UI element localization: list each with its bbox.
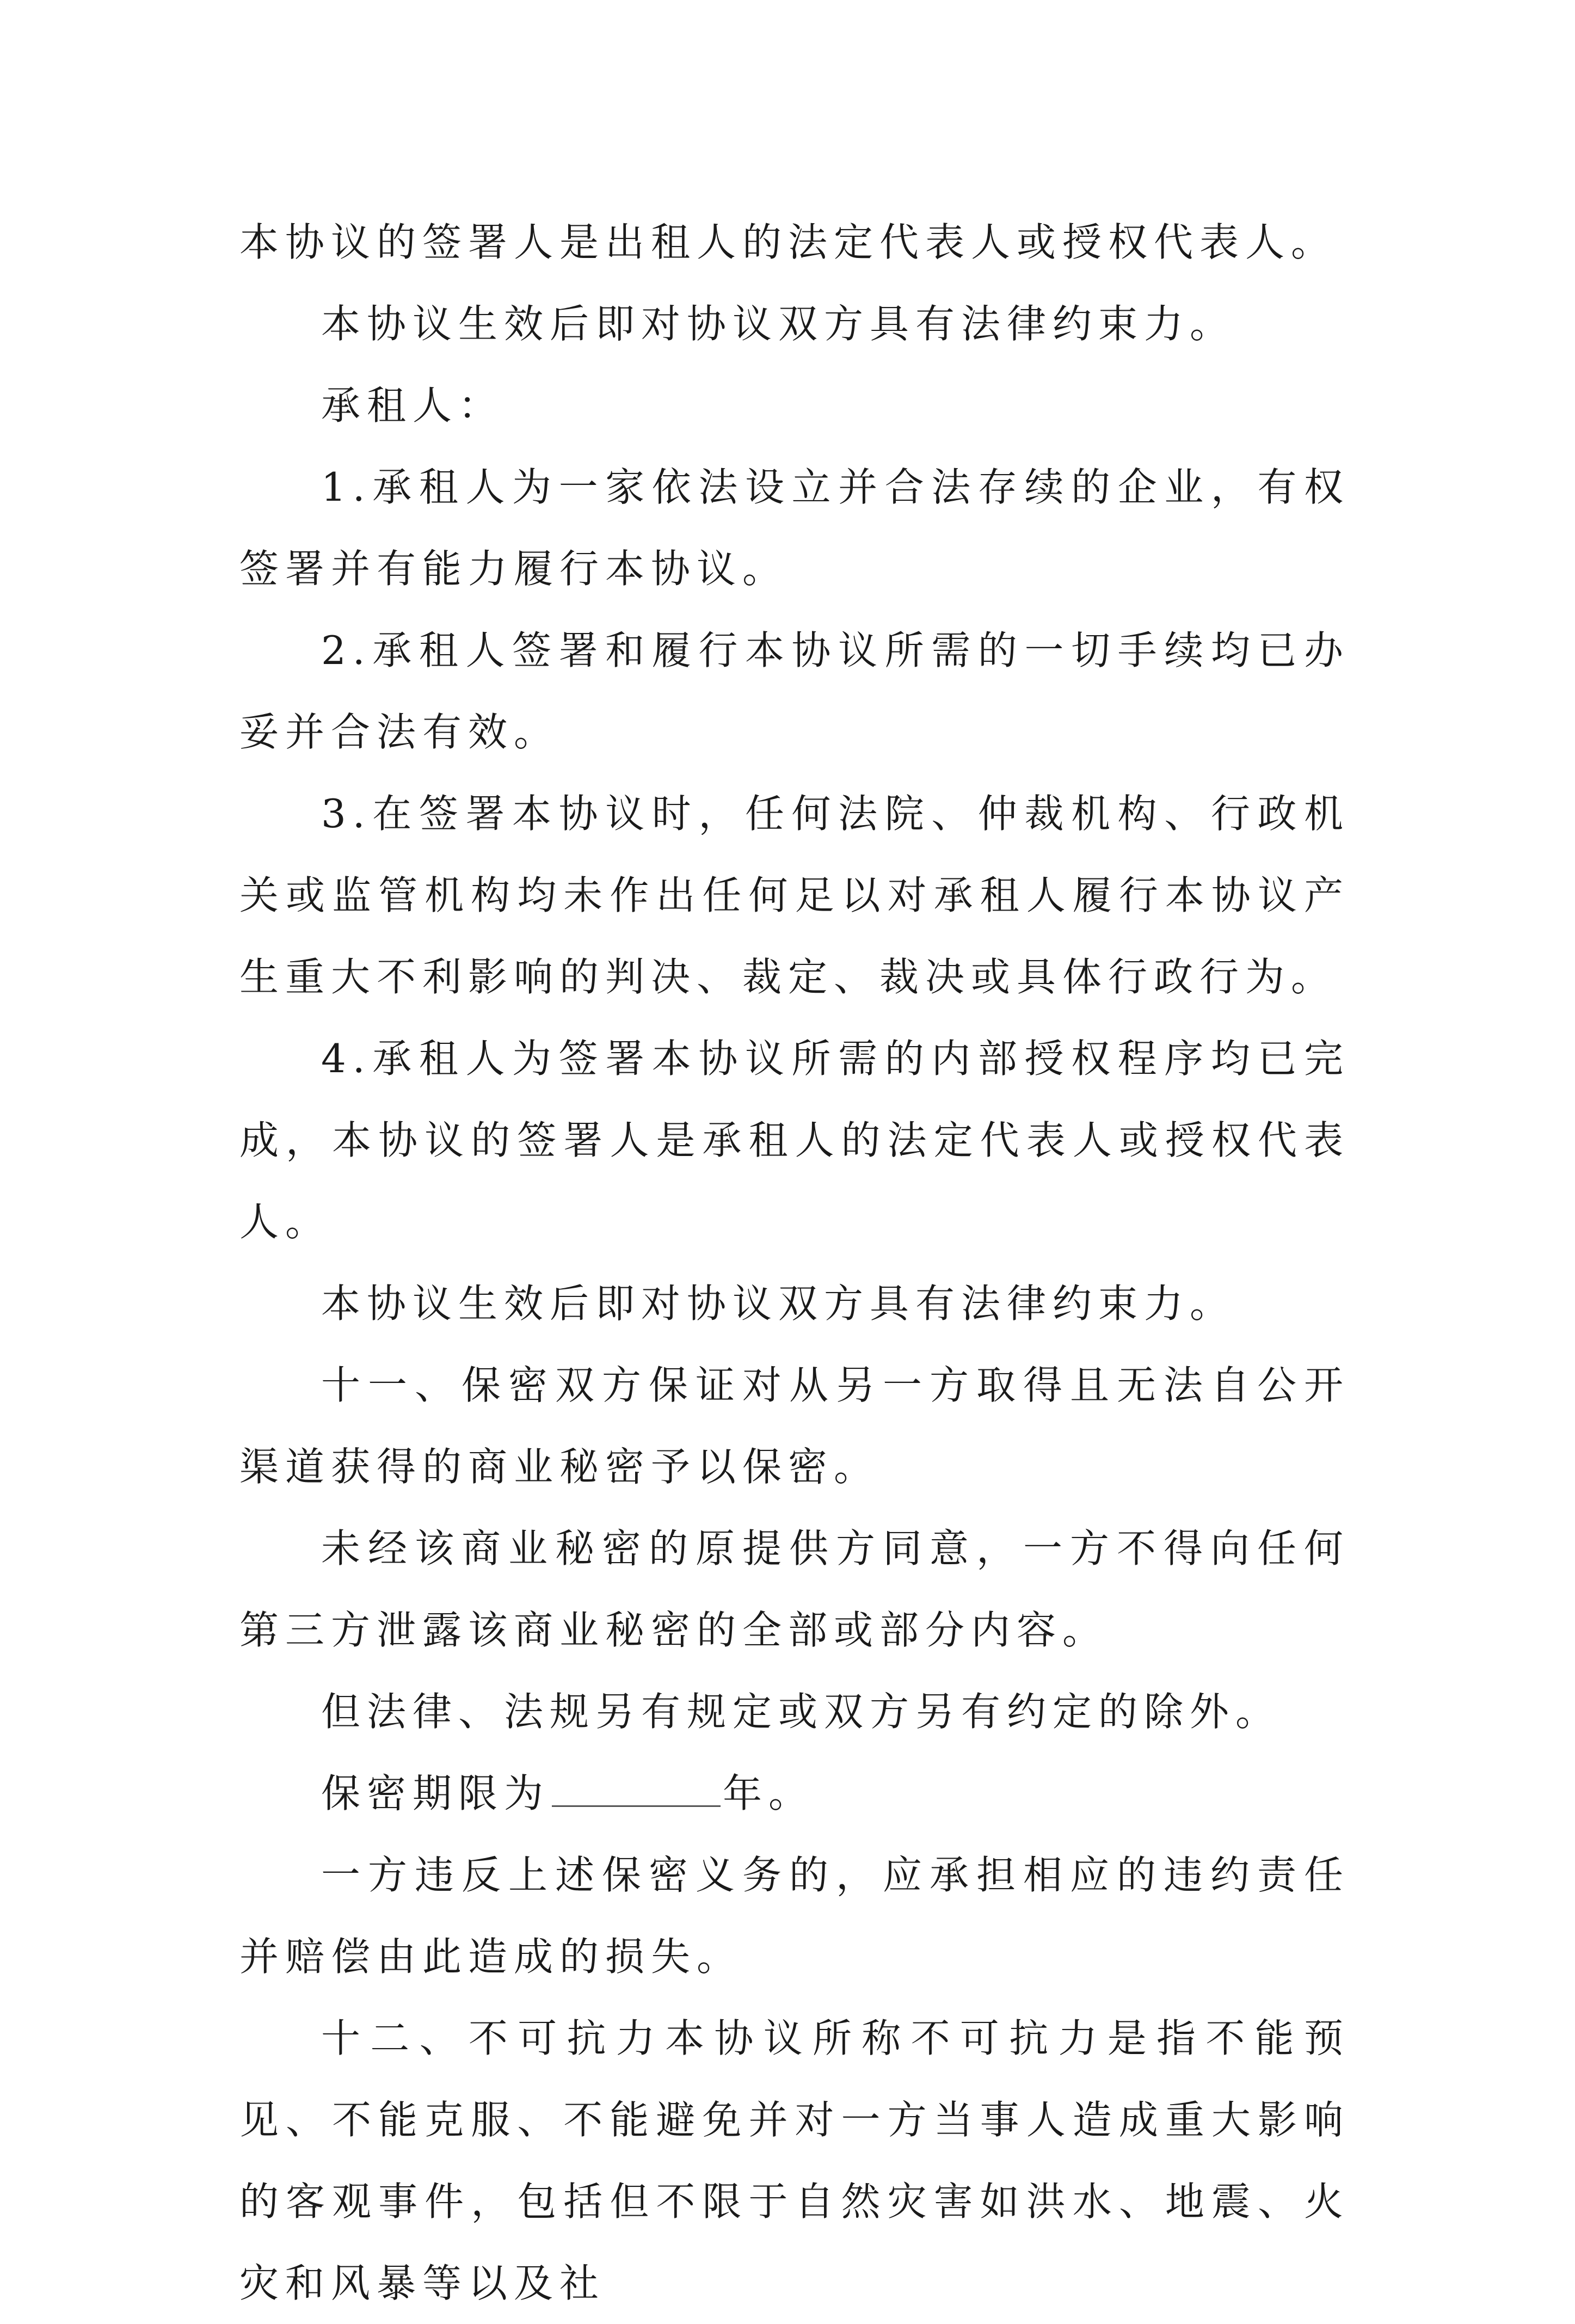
confidentiality-period-blank	[552, 1767, 721, 1807]
paragraph: 未经该商业秘密的原提供方同意，一方不得向任何第三方泄露该商业秘密的全部或部分内容。	[239, 1526, 1350, 1653]
confidentiality-period-unit: 年。	[723, 1770, 815, 1816]
paragraph: 但法律、法规另有规定或双方另有约定的除外。	[321, 1689, 1282, 1735]
paragraph-heading-lessee: 承租人：	[321, 383, 505, 428]
paragraph-section-confidentiality: 十一、保密双方保证对从另一方取得且无法自公开渠道获得的商业秘密予以保密。	[239, 1362, 1350, 1490]
paragraph: 1.承租人为一家依法设立并合法存续的企业，有权签署并有能力履行本协议。	[239, 464, 1350, 592]
paragraph: 3.在签署本协议时，任何法院、仲裁机构、行政机关或监管机构均未作出任何足以对承租人履行本协议产生重大不利影响的判决、裁定、裁决或具体行政行为。	[239, 791, 1350, 1000]
document-body	[239, 201, 1350, 2324]
paragraph: 一方违反上述保密义务的，应承担相应的违约责任并赔偿由此造成的损失。	[239, 1852, 1350, 1979]
paragraph: 4.承租人为签署本协议所需的内部授权程序均已完成，本协议的签署人是承租人的法定代表人或授权代表人。	[239, 1036, 1350, 1245]
paragraph-section-force-majeure: 十二、不可抗力本协议所称不可抗力是指不能预见、不能克服、不能避免并对一方当事人造成重大影响的客观事件，包括但不限于自然灾害如洪水、地震、火灾和风暴等以及社	[239, 2015, 1350, 2306]
confidentiality-period-line	[239, 1753, 1350, 1834]
confidentiality-period-label: 保密期限为	[321, 1770, 550, 1816]
paragraph: 本协议的签署人是出租人的法定代表人或授权代表人。	[239, 219, 1337, 265]
paragraph: 本协议生效后即对协议双方具有法律约束力。	[321, 1281, 1236, 1326]
paragraph: 本协议生效后即对协议双方具有法律约束力。	[321, 301, 1236, 347]
paragraph: 2.承租人签署和履行本协议所需的一切手续均已办妥并合法有效。	[239, 628, 1350, 755]
